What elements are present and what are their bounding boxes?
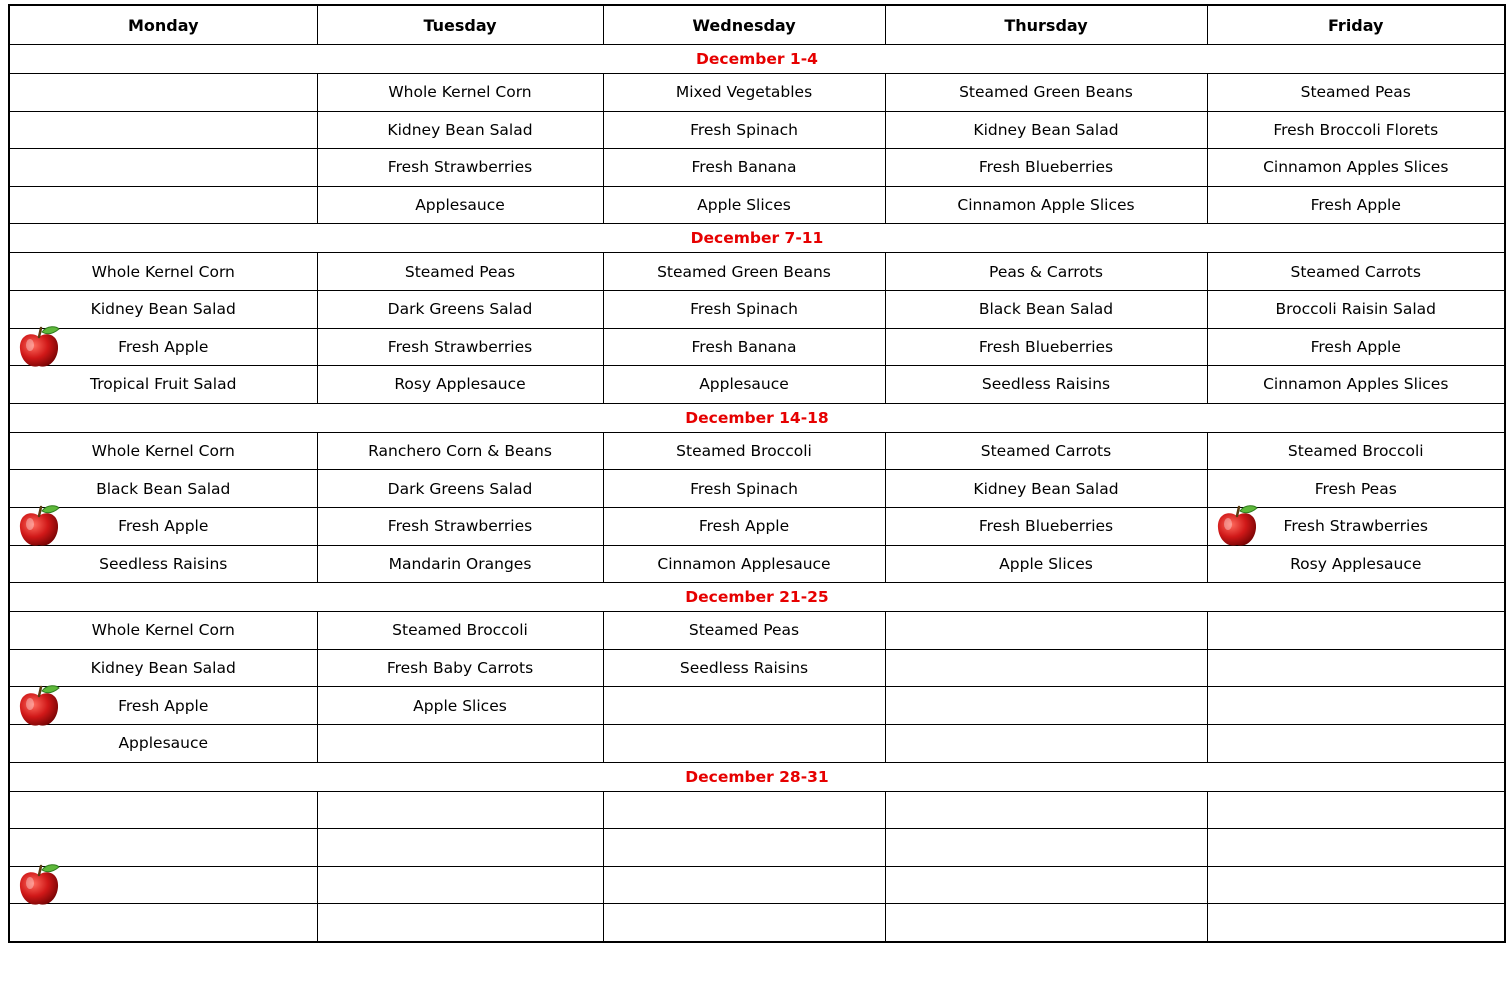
menu-item-thursday: Kidney Bean Salad (885, 111, 1207, 149)
menu-item-tuesday: Ranchero Corn & Beans (317, 432, 603, 470)
menu-item-row (9, 649, 1505, 687)
menu-item-tuesday: Apple Slices (317, 687, 603, 725)
menu-item-thursday (885, 649, 1207, 687)
menu-item-monday (9, 74, 317, 112)
menu-item-wednesday (603, 724, 885, 762)
menu-item-monday: Kidney Bean Salad (9, 290, 317, 328)
menu-item-thursday: Kidney Bean Salad (885, 470, 1207, 508)
week-date-range: December 14-18 (9, 403, 1505, 432)
menu-item-wednesday: Fresh Spinach (603, 290, 885, 328)
menu-item-tuesday: Fresh Strawberries (317, 328, 603, 366)
menu-item-monday (9, 904, 317, 942)
menu-item-monday: Whole Kernel Corn (9, 612, 317, 650)
menu-item-row (9, 507, 1505, 545)
menu-item-tuesday (317, 791, 603, 829)
menu-item-friday (1207, 724, 1505, 762)
menu-item-row (9, 253, 1505, 291)
menu-item-tuesday: Dark Greens Salad (317, 290, 603, 328)
menu-item-thursday: Fresh Blueberries (885, 149, 1207, 187)
menu-item-row (9, 612, 1505, 650)
menu-item-friday: Fresh Apple (1207, 186, 1505, 224)
menu-item-wednesday: Fresh Apple (603, 507, 885, 545)
menu-item-thursday: Fresh Blueberries (885, 507, 1207, 545)
menu-item-monday: Tropical Fruit Salad (9, 366, 317, 404)
menu-item-friday: Cinnamon Apples Slices (1207, 149, 1505, 187)
menu-item-wednesday: Mixed Vegetables (603, 74, 885, 112)
menu-item-tuesday: Fresh Baby Carrots (317, 649, 603, 687)
menu-item-row (9, 724, 1505, 762)
menu-item-friday: Fresh Strawberries (1207, 507, 1505, 545)
week-date-range: December 1-4 (9, 45, 1505, 74)
menu-item-row (9, 866, 1505, 904)
menu-item-friday (1207, 687, 1505, 725)
menu-item-thursday (885, 904, 1207, 942)
menu-item-row (9, 904, 1505, 942)
menu-item-monday (9, 791, 317, 829)
week-header-row (9, 224, 1505, 253)
day-header-thursday: Thursday (885, 5, 1207, 45)
apple-icon (15, 502, 63, 550)
week-header-row (9, 762, 1505, 791)
menu-item-row (9, 545, 1505, 583)
menu-item-monday: Whole Kernel Corn (9, 432, 317, 470)
menu-item-thursday: Seedless Raisins (885, 366, 1207, 404)
menu-item-friday: Broccoli Raisin Salad (1207, 290, 1505, 328)
menu-item-monday: Fresh Apple (9, 507, 317, 545)
apple-icon (1213, 502, 1261, 550)
menu-item-monday: Seedless Raisins (9, 545, 317, 583)
menu-item-tuesday: Kidney Bean Salad (317, 111, 603, 149)
week-header-row (9, 583, 1505, 612)
menu-item-friday (1207, 791, 1505, 829)
week-date-range: December 7-11 (9, 224, 1505, 253)
menu-item-row (9, 111, 1505, 149)
menu-item-wednesday: Fresh Spinach (603, 470, 885, 508)
menu-item-tuesday (317, 724, 603, 762)
menu-item-tuesday (317, 866, 603, 904)
menu-item-friday (1207, 904, 1505, 942)
apple-icon (15, 323, 63, 371)
menu-item-row (9, 829, 1505, 867)
menu-item-friday: Fresh Apple (1207, 328, 1505, 366)
menu-item-wednesday (603, 904, 885, 942)
menu-item-thursday: Cinnamon Apple Slices (885, 186, 1207, 224)
menu-item-row (9, 149, 1505, 187)
menu-item-tuesday: Fresh Strawberries (317, 507, 603, 545)
menu-calendar-table (8, 4, 1506, 943)
menu-item-tuesday: Steamed Broccoli (317, 612, 603, 650)
menu-item-thursday (885, 791, 1207, 829)
menu-item-wednesday: Cinnamon Applesauce (603, 545, 885, 583)
menu-item-friday: Fresh Broccoli Florets (1207, 111, 1505, 149)
menu-body (9, 45, 1505, 942)
menu-item-wednesday (603, 687, 885, 725)
menu-item-row (9, 470, 1505, 508)
menu-item-tuesday: Rosy Applesauce (317, 366, 603, 404)
menu-item-monday (9, 149, 317, 187)
menu-item-wednesday: Apple Slices (603, 186, 885, 224)
menu-item-monday: Fresh Apple (9, 687, 317, 725)
menu-item-wednesday: Seedless Raisins (603, 649, 885, 687)
menu-item-monday (9, 111, 317, 149)
menu-item-monday: Whole Kernel Corn (9, 253, 317, 291)
menu-item-tuesday: Fresh Strawberries (317, 149, 603, 187)
day-header-monday: Monday (9, 5, 317, 45)
menu-item-row (9, 74, 1505, 112)
menu-item-row (9, 186, 1505, 224)
menu-item-wednesday (603, 791, 885, 829)
menu-item-friday: Cinnamon Apples Slices (1207, 366, 1505, 404)
menu-item-friday: Fresh Peas (1207, 470, 1505, 508)
menu-item-tuesday: Dark Greens Salad (317, 470, 603, 508)
day-header-wednesday: Wednesday (603, 5, 885, 45)
menu-item-thursday: Apple Slices (885, 545, 1207, 583)
day-header-friday: Friday (1207, 5, 1505, 45)
menu-item-friday (1207, 829, 1505, 867)
menu-item-wednesday: Steamed Peas (603, 612, 885, 650)
menu-item-friday: Rosy Applesauce (1207, 545, 1505, 583)
menu-item-thursday: Steamed Green Beans (885, 74, 1207, 112)
menu-item-friday (1207, 649, 1505, 687)
menu-item-thursday (885, 687, 1207, 725)
menu-item-row (9, 366, 1505, 404)
menu-item-wednesday (603, 866, 885, 904)
menu-item-wednesday: Fresh Spinach (603, 111, 885, 149)
menu-item-wednesday: Applesauce (603, 366, 885, 404)
menu-item-friday (1207, 612, 1505, 650)
menu-item-monday: Black Bean Salad (9, 470, 317, 508)
menu-item-tuesday: Steamed Peas (317, 253, 603, 291)
menu-item-monday: Fresh Apple (9, 328, 317, 366)
menu-item-wednesday: Fresh Banana (603, 149, 885, 187)
menu-item-thursday (885, 866, 1207, 904)
menu-item-thursday: Black Bean Salad (885, 290, 1207, 328)
menu-item-thursday (885, 829, 1207, 867)
menu-item-thursday (885, 612, 1207, 650)
menu-item-thursday (885, 724, 1207, 762)
menu-item-tuesday (317, 904, 603, 942)
menu-item-monday (9, 186, 317, 224)
menu-item-monday: Kidney Bean Salad (9, 649, 317, 687)
week-date-range: December 28-31 (9, 762, 1505, 791)
menu-item-row (9, 687, 1505, 725)
day-header-tuesday: Tuesday (317, 5, 603, 45)
menu-item-wednesday: Steamed Broccoli (603, 432, 885, 470)
menu-item-wednesday (603, 829, 885, 867)
week-header-row (9, 403, 1505, 432)
menu-item-friday (1207, 866, 1505, 904)
menu-item-friday: Steamed Peas (1207, 74, 1505, 112)
apple-icon (15, 861, 63, 909)
menu-item-thursday: Fresh Blueberries (885, 328, 1207, 366)
menu-item-tuesday: Whole Kernel Corn (317, 74, 603, 112)
day-header-row (9, 5, 1505, 45)
week-date-range: December 21-25 (9, 583, 1505, 612)
menu-item-tuesday: Applesauce (317, 186, 603, 224)
menu-item-tuesday (317, 829, 603, 867)
menu-item-monday: Applesauce (9, 724, 317, 762)
menu-item-thursday: Peas & Carrots (885, 253, 1207, 291)
apple-icon (15, 682, 63, 730)
menu-item-friday: Steamed Carrots (1207, 253, 1505, 291)
menu-item-row (9, 290, 1505, 328)
menu-item-row (9, 432, 1505, 470)
week-header-row (9, 45, 1505, 74)
menu-item-thursday: Steamed Carrots (885, 432, 1207, 470)
menu-item-row (9, 791, 1505, 829)
menu-item-row (9, 328, 1505, 366)
menu-item-tuesday: Mandarin Oranges (317, 545, 603, 583)
menu-item-wednesday: Fresh Banana (603, 328, 885, 366)
menu-item-friday: Steamed Broccoli (1207, 432, 1505, 470)
menu-item-wednesday: Steamed Green Beans (603, 253, 885, 291)
